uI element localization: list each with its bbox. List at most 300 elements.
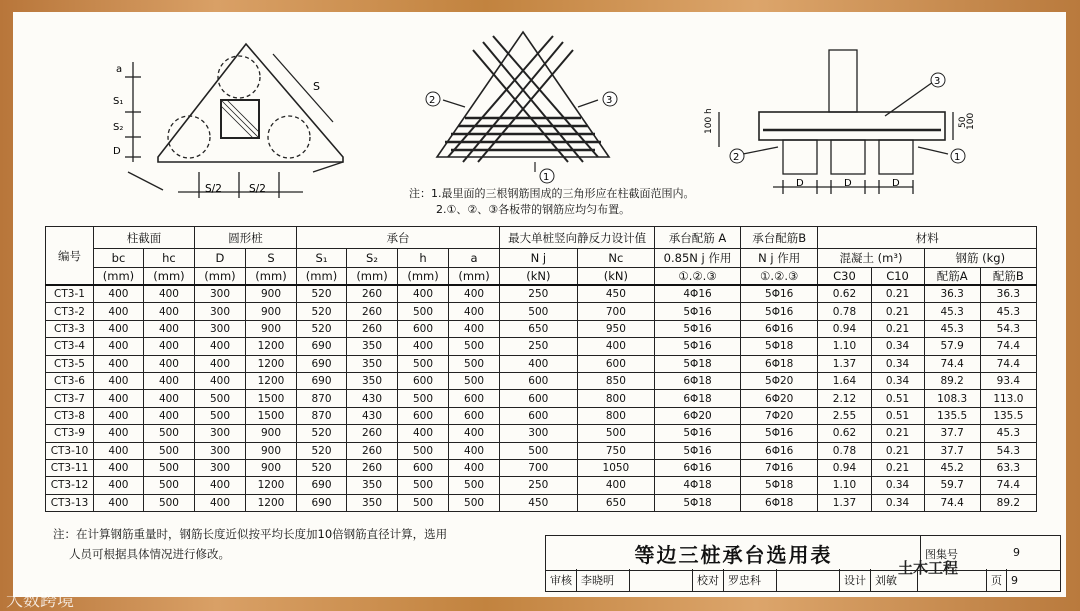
label-s2: S₂ (113, 122, 124, 133)
table-cell: 350 (347, 355, 398, 372)
footnote (53, 524, 447, 564)
table-cell: 500 (194, 390, 245, 407)
table-cell: 1200 (245, 372, 296, 389)
table-cell: 400 (577, 477, 655, 494)
table-cell: 6Φ20 (655, 407, 741, 424)
table-cell: 0.21 (871, 303, 924, 320)
table-cell: 400 (398, 425, 449, 442)
section-view (719, 50, 953, 194)
table-cell: 400 (143, 390, 194, 407)
table-cell: 93.4 (980, 372, 1036, 389)
table-cell: 300 (194, 442, 245, 459)
table-row (46, 477, 1037, 494)
table-cell: 500 (143, 494, 194, 511)
table-cell: 690 (297, 494, 347, 511)
table-cell: 600 (577, 355, 655, 372)
callout-2-middle-text: 2 (429, 95, 436, 106)
table-cell: 400 (194, 372, 245, 389)
table-cell: 520 (297, 320, 347, 337)
table-cell: 0.21 (871, 442, 924, 459)
reinforcement-plan (437, 32, 609, 172)
table-cell: 1200 (245, 477, 296, 494)
table-cell: 4Φ16 (655, 285, 741, 303)
table-row (46, 338, 1037, 355)
table-cell: 6Φ18 (655, 390, 741, 407)
header-085nj: 0.85N j 作用 (655, 249, 741, 268)
table-cell: 5Φ16 (655, 425, 741, 442)
table-cell: 59.7 (924, 477, 980, 494)
table-cell: 45.3 (980, 303, 1036, 320)
label-100: 100 (966, 112, 976, 130)
table-cell: 690 (297, 338, 347, 355)
header-s: S (245, 249, 296, 268)
table-cell: 400 (194, 355, 245, 372)
table-cell: 600 (398, 372, 449, 389)
table-cell: 400 (194, 338, 245, 355)
table-body (46, 285, 1037, 512)
table-cell: 500 (500, 303, 578, 320)
table-cell: 6Φ16 (740, 442, 818, 459)
header-nj: N j (500, 249, 578, 268)
table-cell: 800 (577, 407, 655, 424)
table-cell: 89.2 (924, 372, 980, 389)
table-row (46, 372, 1037, 389)
table-cell: 430 (347, 390, 398, 407)
table-row (46, 355, 1037, 372)
table-cell: 400 (398, 338, 449, 355)
sheet-title: 等边三桩承台选用表 (545, 535, 921, 571)
table-cell: 5Φ18 (740, 338, 818, 355)
watermark-left: 大数跨境 (6, 591, 74, 611)
table-cell: 36.3 (924, 285, 980, 303)
row-id-cell: CT3-4 (46, 338, 94, 355)
table-cell: 600 (500, 407, 578, 424)
table-cell: 37.7 (924, 442, 980, 459)
unit-s2: (mm) (347, 268, 398, 286)
table-cell: 500 (398, 477, 449, 494)
label-s1: S₁ (113, 96, 124, 107)
table-cell: 690 (297, 372, 347, 389)
table-cell: 300 (194, 303, 245, 320)
table-cell: 5Φ16 (655, 338, 741, 355)
table-cell: 5Φ16 (740, 303, 818, 320)
page-label: 页 (987, 569, 1007, 591)
table-row (46, 390, 1037, 407)
callout-2-section-text: 2 (733, 152, 740, 163)
table-cell: 0.78 (818, 303, 871, 320)
section-d-3: D (892, 178, 900, 189)
table-row (46, 285, 1037, 303)
unit-s: (mm) (245, 268, 296, 286)
table-cell: 400 (93, 285, 143, 303)
drawing-notes (409, 186, 695, 218)
table-cell: 500 (143, 425, 194, 442)
table-cell: 400 (194, 477, 245, 494)
section-d-1: D (796, 178, 804, 189)
row-id-cell: CT3-8 (46, 407, 94, 424)
table-cell: 260 (347, 303, 398, 320)
header-column-section: 柱截面 (93, 227, 194, 249)
table-cell: 400 (143, 338, 194, 355)
table-cell: 650 (500, 320, 578, 337)
label-d: D (113, 146, 121, 157)
table-cell: 5Φ16 (655, 442, 741, 459)
table-cell: 520 (297, 425, 347, 442)
row-id-cell: CT3-2 (46, 303, 94, 320)
header-s2: S₂ (347, 249, 398, 268)
watermark-right: 土木工程 (898, 559, 959, 577)
table-cell: 500 (143, 477, 194, 494)
selection-table (45, 226, 1037, 512)
table-cell: 900 (245, 425, 296, 442)
label-h100: 100 h (704, 108, 714, 134)
table-cell: 5Φ16 (655, 320, 741, 337)
table-cell: 450 (577, 285, 655, 303)
table-cell: 400 (93, 407, 143, 424)
table-cell: 0.21 (871, 320, 924, 337)
table-cell: 400 (449, 320, 500, 337)
table-cell: 0.51 (871, 407, 924, 424)
table-cell: 6Φ18 (740, 355, 818, 372)
header-bc: bc (93, 249, 143, 268)
table-cell: 500 (398, 390, 449, 407)
table-cell: 5Φ18 (655, 355, 741, 372)
unit-reinforce-a: ①.②.③ (655, 268, 741, 286)
table-cell: 250 (500, 338, 578, 355)
table-cell: 350 (347, 372, 398, 389)
table-cell: 500 (449, 494, 500, 511)
header-concrete: 混凝土 (m³) (818, 249, 924, 268)
table-cell: 400 (449, 459, 500, 476)
table-cell: 45.2 (924, 459, 980, 476)
reviewer-name: 李晓明 (577, 569, 630, 591)
table-cell: 1.10 (818, 477, 871, 494)
table-cell: 500 (449, 477, 500, 494)
row-id-cell: CT3-7 (46, 390, 94, 407)
table-row (46, 425, 1037, 442)
header-steel: 钢筋 (kg) (924, 249, 1036, 268)
row-id-cell: CT3-9 (46, 425, 94, 442)
table-cell: 500 (449, 372, 500, 389)
table-cell: 700 (500, 459, 578, 476)
table-cell: 520 (297, 459, 347, 476)
table-cell: 260 (347, 320, 398, 337)
table-cell: 500 (194, 407, 245, 424)
table-cell: 4Φ18 (655, 477, 741, 494)
header-reinforcement-a: 承台配筋 A (655, 227, 741, 249)
table-cell: 1200 (245, 494, 296, 511)
table-cell: 500 (577, 425, 655, 442)
table-cell: 350 (347, 477, 398, 494)
table-cell: 57.9 (924, 338, 980, 355)
table-cell: 400 (93, 355, 143, 372)
atlas-label: 图集号 (925, 548, 958, 561)
table-cell: 74.4 (924, 355, 980, 372)
row-id-cell: CT3-5 (46, 355, 94, 372)
table-cell: 6Φ18 (740, 494, 818, 511)
table-cell: 400 (449, 425, 500, 442)
table-cell: 1200 (245, 338, 296, 355)
table-cell: 108.3 (924, 390, 980, 407)
table-cell: 0.21 (871, 285, 924, 303)
table-cell: 5Φ16 (740, 425, 818, 442)
table-cell: 400 (93, 494, 143, 511)
table-cell: 1.64 (818, 372, 871, 389)
table-cell: 54.3 (980, 442, 1036, 459)
table-cell: 2.55 (818, 407, 871, 424)
table-cell: 600 (398, 407, 449, 424)
table-cell: 700 (577, 303, 655, 320)
unit-d: (mm) (194, 268, 245, 286)
row-id-cell: CT3-3 (46, 320, 94, 337)
unit-a: (mm) (449, 268, 500, 286)
table-cell: 300 (194, 285, 245, 303)
label-s-half-right: S/2 (249, 183, 266, 195)
table-cell: 0.62 (818, 425, 871, 442)
table-cell: 45.3 (924, 320, 980, 337)
table-cell: 400 (93, 442, 143, 459)
table-cell: 300 (194, 459, 245, 476)
drawings-svg (13, 12, 1066, 212)
callout-1-section-text: 1 (954, 152, 961, 163)
table-cell: 500 (500, 442, 578, 459)
table-cell: 400 (449, 442, 500, 459)
table-cell: 400 (143, 320, 194, 337)
table-cell: 45.3 (924, 303, 980, 320)
table-cell: 350 (347, 338, 398, 355)
header-materials: 材料 (818, 227, 1037, 249)
table-cell: 54.3 (980, 320, 1036, 337)
unit-hc: (mm) (143, 268, 194, 286)
label-50: 50 (958, 116, 968, 128)
table-cell: 250 (500, 477, 578, 494)
checker-signature (777, 569, 840, 591)
table-cell: 1.37 (818, 355, 871, 372)
table-cell: 1.10 (818, 338, 871, 355)
table-cell: 350 (347, 494, 398, 511)
table-cell: 400 (143, 355, 194, 372)
table-cell: 690 (297, 355, 347, 372)
table-cell: 870 (297, 390, 347, 407)
table-cell: 500 (449, 355, 500, 372)
header-round-pile: 圆形桩 (194, 227, 296, 249)
table-cell: 260 (347, 442, 398, 459)
table-cell: 6Φ18 (655, 372, 741, 389)
unit-steel-a: 配筋A (924, 268, 980, 286)
label-s-half-left: S/2 (205, 183, 222, 195)
callout-3-section-text: 3 (934, 76, 941, 87)
table-cell: 400 (143, 372, 194, 389)
table-cell: 500 (398, 494, 449, 511)
unit-c10: C10 (871, 268, 924, 286)
header-d: D (194, 249, 245, 268)
header-reinforcement-b: 承台配筋B (740, 227, 818, 249)
callout-1-middle-text: 1 (543, 172, 550, 183)
row-id-cell: CT3-10 (46, 442, 94, 459)
table-cell: 113.0 (980, 390, 1036, 407)
table-row (46, 442, 1037, 459)
callout-3-middle-text: 3 (606, 95, 613, 106)
table-cell: 400 (93, 303, 143, 320)
table-cell: 1050 (577, 459, 655, 476)
footnote-line-1: 注：在计算钢筋重量时，钢筋长度近似按平均长度加10倍钢筋直径计算，选用 (53, 527, 448, 541)
table-cell: 430 (347, 407, 398, 424)
label-a: a (116, 64, 123, 75)
table-cell: 7Φ16 (740, 459, 818, 476)
table-cell: 400 (143, 407, 194, 424)
table-cell: 400 (93, 459, 143, 476)
table-cell: 800 (577, 390, 655, 407)
table-row (46, 494, 1037, 511)
table-cell: 5Φ16 (740, 285, 818, 303)
table-cell: 135.5 (924, 407, 980, 424)
unit-c30: C30 (818, 268, 871, 286)
header-nc: Nc (577, 249, 655, 268)
table-cell: 6Φ20 (740, 390, 818, 407)
table-cell: 89.2 (980, 494, 1036, 511)
table-cell: 36.3 (980, 285, 1036, 303)
table-cell: 250 (500, 285, 578, 303)
unit-nj: (kN) (500, 268, 578, 286)
table-cell: 0.34 (871, 477, 924, 494)
table-cell: 74.4 (980, 477, 1036, 494)
table-cell: 5Φ18 (655, 494, 741, 511)
table-cell: 600 (449, 407, 500, 424)
table-cell: 74.4 (980, 338, 1036, 355)
table-cell: 600 (398, 320, 449, 337)
header-max-reaction: 最大单桩竖向静反力设计值 (500, 227, 655, 249)
table-row (46, 407, 1037, 424)
table-cell: 0.51 (871, 390, 924, 407)
table-cell: 500 (398, 355, 449, 372)
table-cell: 400 (93, 338, 143, 355)
table-cell: 1200 (245, 355, 296, 372)
table-cell: 600 (398, 459, 449, 476)
footnote-line-2: 人员可根据具体情况进行修改。 (69, 547, 230, 561)
page-number: 9 (1011, 573, 1018, 587)
table-cell: 1500 (245, 390, 296, 407)
header-a: a (449, 249, 500, 268)
header-s1: S₁ (297, 249, 347, 268)
table-cell: 500 (398, 303, 449, 320)
table-cell: 0.21 (871, 425, 924, 442)
label-s: S (313, 80, 320, 93)
table-cell: 500 (398, 442, 449, 459)
table-cell: 63.3 (980, 459, 1036, 476)
table-cell: 500 (143, 442, 194, 459)
atlas-number: 9 (1013, 546, 1020, 559)
header-h: h (398, 249, 449, 268)
table-cell: 400 (143, 303, 194, 320)
table-cell: 0.21 (871, 459, 924, 476)
table-cell: 600 (500, 372, 578, 389)
table-cell: 900 (245, 285, 296, 303)
table-cell: 6Φ16 (655, 459, 741, 476)
table-cell: 850 (577, 372, 655, 389)
table-cell: 600 (500, 390, 578, 407)
table-cell: 500 (449, 338, 500, 355)
table-cell: 500 (143, 459, 194, 476)
table-cell: 6Φ16 (740, 320, 818, 337)
table-cell: 7Φ20 (740, 407, 818, 424)
table-cell: 0.34 (871, 338, 924, 355)
review-label: 审核 (546, 569, 577, 591)
table-cell: 400 (93, 477, 143, 494)
title-block (545, 535, 1059, 593)
table-cell: 400 (449, 285, 500, 303)
table-row (46, 459, 1037, 476)
signature-row (545, 569, 1061, 592)
row-id-cell: CT3-13 (46, 494, 94, 511)
table-cell: 135.5 (980, 407, 1036, 424)
table-cell: 400 (449, 303, 500, 320)
table-cell: 900 (245, 320, 296, 337)
table-cell: 0.34 (871, 355, 924, 372)
table-cell: 400 (143, 285, 194, 303)
header-hc: hc (143, 249, 194, 268)
table-cell: 400 (577, 338, 655, 355)
table-cell: 2.12 (818, 390, 871, 407)
header-pile-cap: 承台 (297, 227, 500, 249)
table-cell: 5Φ18 (740, 477, 818, 494)
table-cell: 45.3 (980, 425, 1036, 442)
table-cell: 300 (194, 425, 245, 442)
table-cell: 520 (297, 285, 347, 303)
section-d-2: D (844, 178, 852, 189)
table-cell: 0.34 (871, 372, 924, 389)
table-cell: 400 (93, 390, 143, 407)
table-cell: 600 (449, 390, 500, 407)
table-cell: 260 (347, 459, 398, 476)
table-cell: 870 (297, 407, 347, 424)
table-row (46, 303, 1037, 320)
table-cell: 900 (245, 442, 296, 459)
row-id-cell: CT3-12 (46, 477, 94, 494)
table-cell: 0.78 (818, 442, 871, 459)
unit-bc: (mm) (93, 268, 143, 286)
table-cell: 5Φ16 (655, 303, 741, 320)
table-cell: 900 (245, 303, 296, 320)
table-cell: 400 (93, 320, 143, 337)
row-id-cell: CT3-6 (46, 372, 94, 389)
table-row (46, 320, 1037, 337)
unit-nc: (kN) (577, 268, 655, 286)
table-cell: 400 (93, 425, 143, 442)
design-label: 设计 (840, 569, 871, 591)
table-cell: 1500 (245, 407, 296, 424)
table-cell: 690 (297, 477, 347, 494)
unit-reinforce-b: ①.②.③ (740, 268, 818, 286)
table-cell: 0.34 (871, 494, 924, 511)
reviewer-signature (630, 569, 693, 591)
table-cell: 0.94 (818, 459, 871, 476)
drawing-note-1: 注：1.最里面的三根钢筋围成的三角形应在柱截面范围内。 (409, 187, 695, 200)
table-cell: 300 (194, 320, 245, 337)
pile-cap-plan (125, 44, 343, 198)
row-id-cell: CT3-11 (46, 459, 94, 476)
unit-steel-b: 配筋B (980, 268, 1036, 286)
header-id: 编号 (46, 227, 94, 286)
header-nj-action: N j 作用 (740, 249, 818, 268)
drawing-note-2: 2.①、②、③各板带的钢筋应均匀布置。 (436, 203, 631, 216)
table-cell: 5Φ20 (740, 372, 818, 389)
checker-name: 罗忠科 (724, 569, 777, 591)
check-label: 校对 (693, 569, 724, 591)
designer-name: 刘敏 (871, 569, 918, 591)
table-cell: 900 (245, 459, 296, 476)
table-cell: 520 (297, 303, 347, 320)
unit-s1: (mm) (297, 268, 347, 286)
